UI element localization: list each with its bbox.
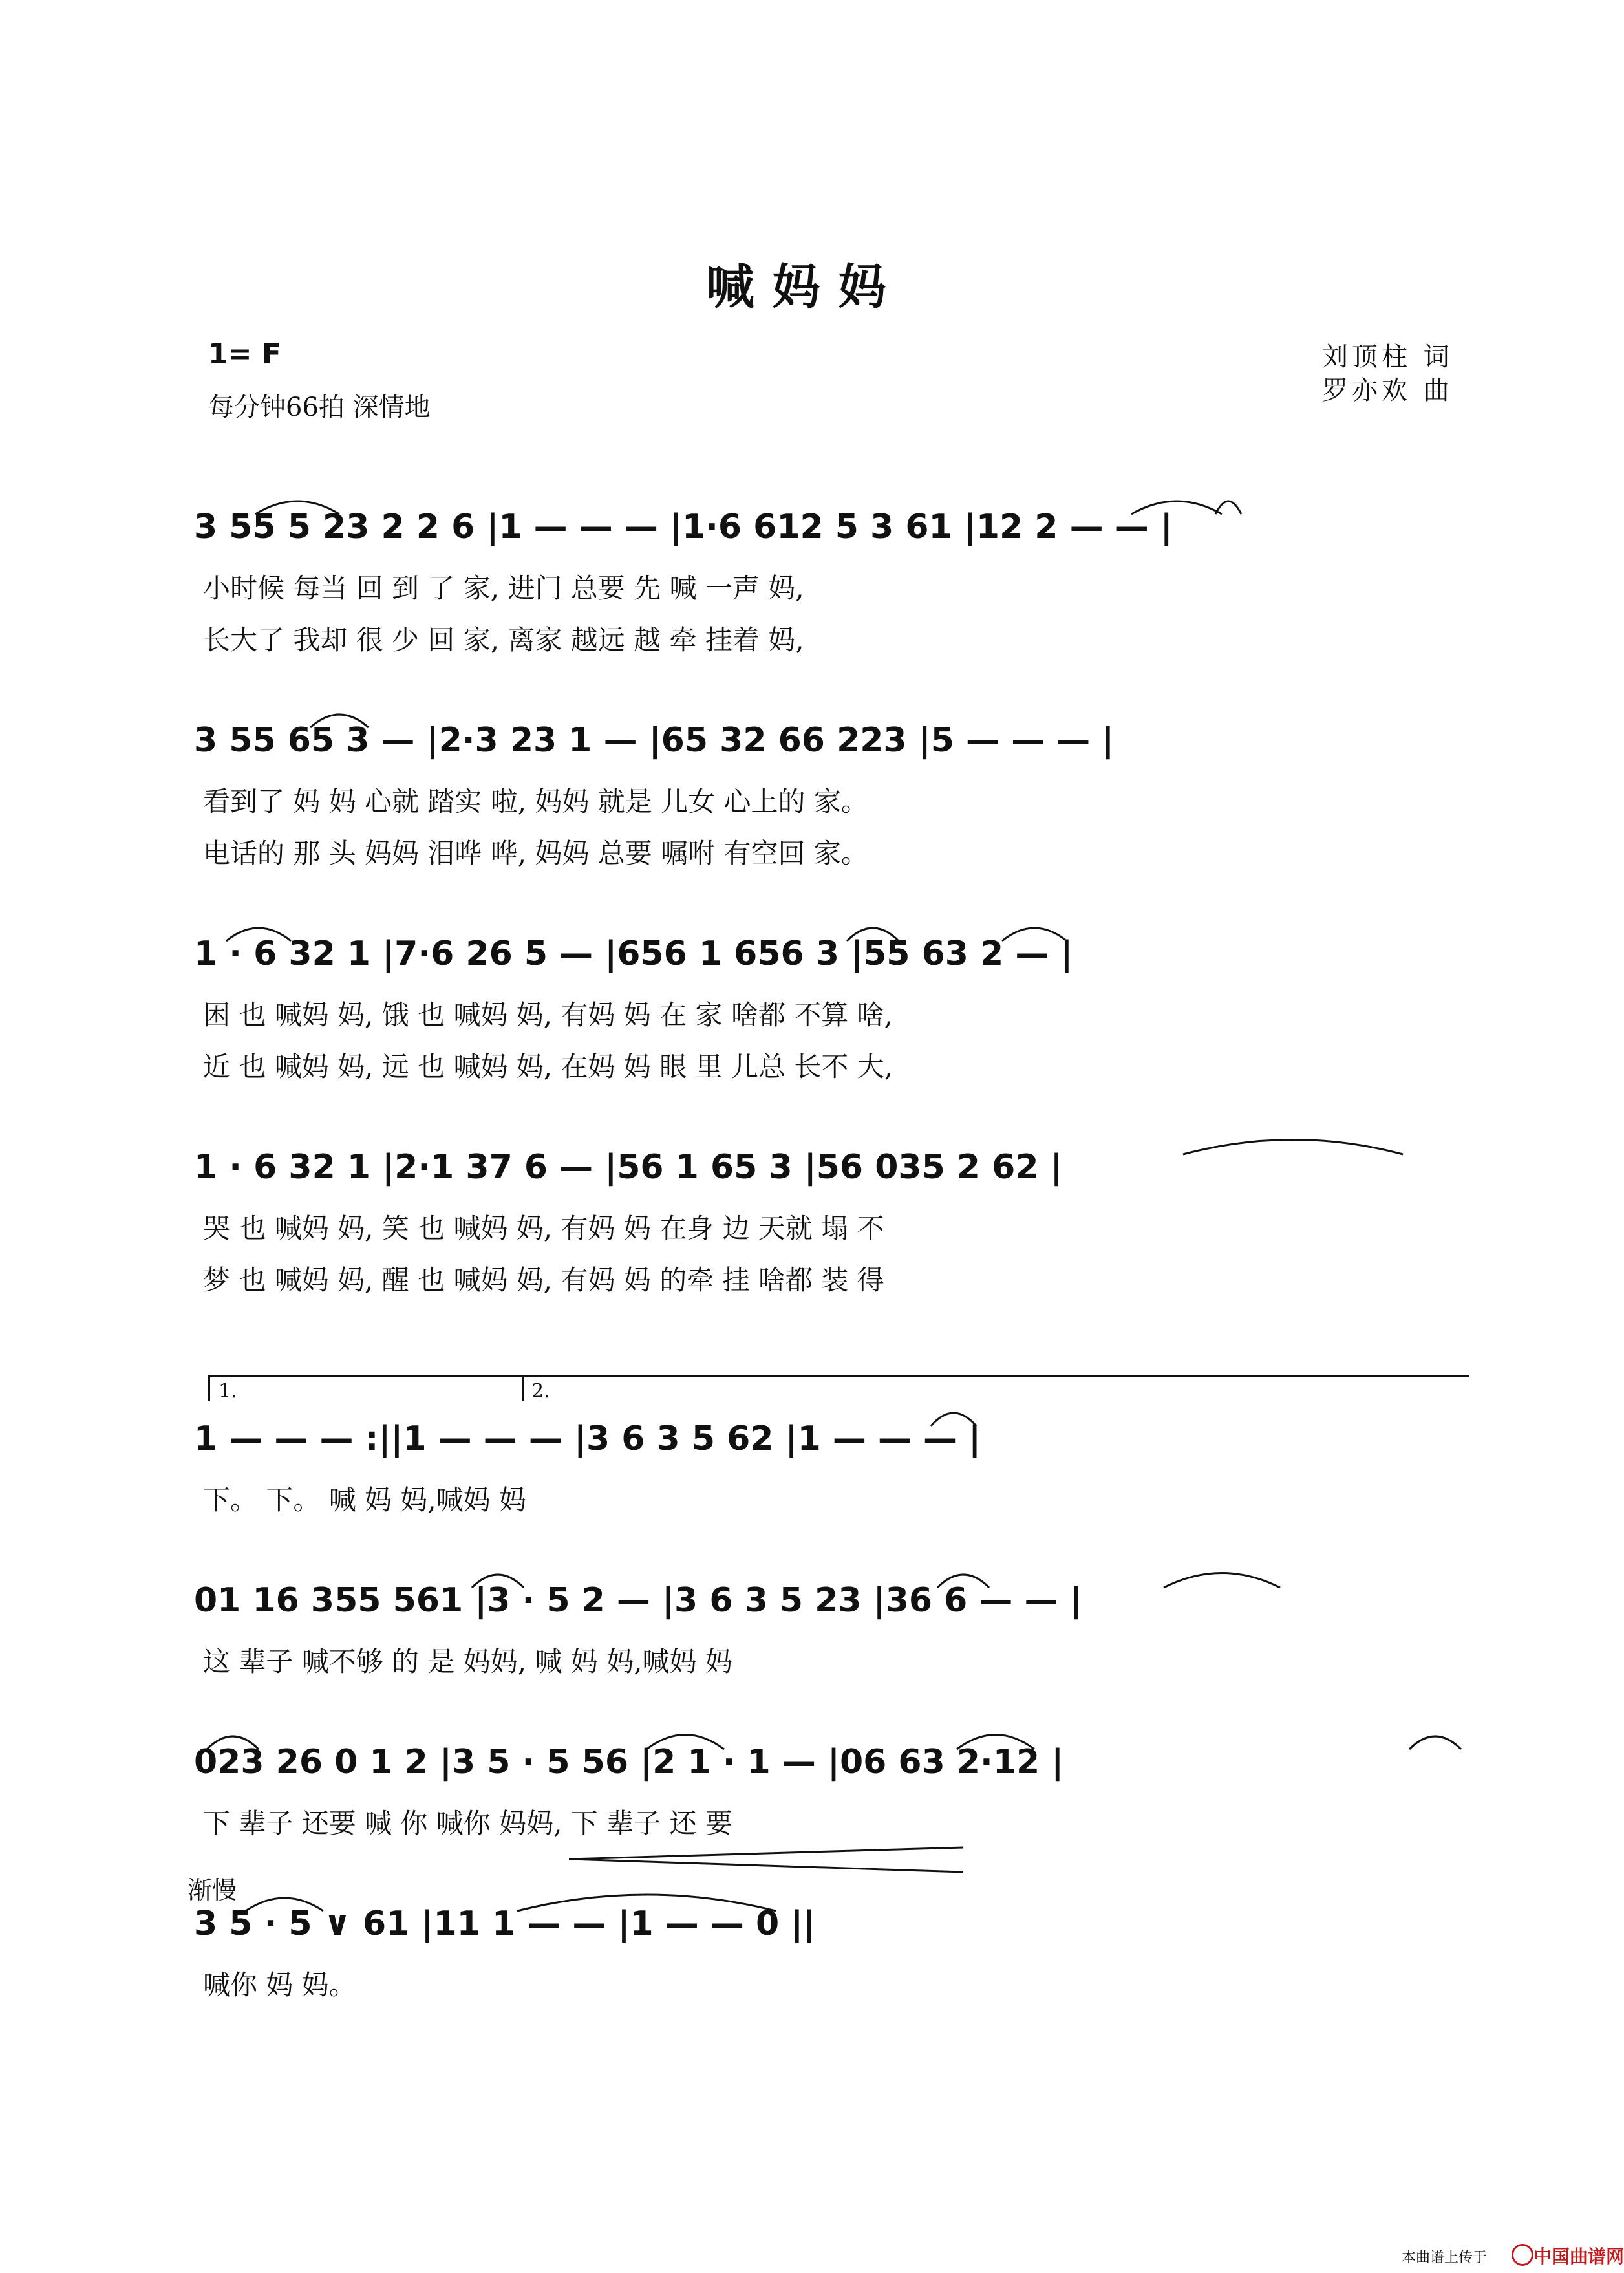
notation-line: 023 26 0 1 2 |3 5 · 5 56 |2 1 · 1 — |06 63 2·12 | — [194, 1743, 1064, 1782]
volta-first-label: 1. — [219, 1380, 237, 1403]
lyric-verse-1: 喊你 妈 妈。 — [203, 1969, 356, 2001]
tempo-marking: 每分钟66拍 深情地 — [208, 393, 431, 422]
volta-bracket-line — [208, 1375, 1469, 1377]
lyric-verse-1: 小时候 每当 回 到 了 家, 进门 总要 先 喊 一声 妈, — [203, 572, 804, 604]
notation-line: 1 — — — :||1 — — — |3 6 3 5 62 |1 — — — | — [194, 1419, 981, 1458]
notation-line: 1 · 6 32 1 |7·6 26 5 — |656 1 656 3 |55 63 2 — | — [194, 934, 1073, 973]
key-signature: 1= F — [208, 338, 281, 371]
notation-line: 01 16 355 561 |3 · 5 2 — |3 6 3 5 23 |36 6 — — | — [194, 1581, 1082, 1620]
footer-upload-note: 本曲谱上传于 — [1402, 2250, 1488, 2266]
lyric-verse-1: 下 辈子 还要 喊 你 喊你 妈妈, 下 辈子 还 要 — [203, 1807, 732, 1839]
notation-line: 3 55 5 23 2 2 6 |1 — — — |1·6 612 5 3 61 |12 2 — — | — [194, 508, 1173, 546]
notation-line: 3 5 · 5 ∨ 61 |11 1 — — |1 — — 0 || — [194, 1904, 816, 1943]
notation-line: 3 55 65 3 — |2·3 23 1 — |65 32 66 223 |5 — — — | — [194, 721, 1115, 760]
site-logo-icon — [1512, 2244, 1533, 2266]
lyric-verse-2: 长大了 我却 很 少 回 家, 离家 越远 越 牵 挂着 妈, — [203, 624, 804, 656]
lyricist-credit: 刘顶柱 词 — [1322, 342, 1453, 372]
composer-credit: 罗亦欢 曲 — [1322, 376, 1453, 405]
volta-second-label: 2. — [531, 1380, 550, 1403]
lyric-verse-1: 看到了 妈 妈 心就 踏实 啦, 妈妈 就是 儿女 心上的 家。 — [203, 786, 868, 817]
lyric-verse-1: 哭 也 喊妈 妈, 笑 也 喊妈 妈, 有妈 妈 在身 边 天就 塌 不 — [203, 1212, 884, 1244]
ritardando-marking: 渐慢 — [187, 1876, 237, 1904]
lyric-verse-2: 电话的 那 头 妈妈 泪哗 哗, 妈妈 总要 嘱咐 有空回 家。 — [203, 837, 868, 869]
lyric-verse-1: 这 辈子 喊不够 的 是 妈妈, 喊 妈 妈,喊妈 妈 — [203, 1646, 732, 1677]
lyric-verse-1: 下。 下。 喊 妈 妈,喊妈 妈 — [203, 1484, 527, 1516]
lyric-verse-2: 梦 也 喊妈 妈, 醒 也 喊妈 妈, 有妈 妈 的牵 挂 啥都 装 得 — [203, 1264, 884, 1296]
notation-line: 1 · 6 32 1 |2·1 37 6 — |56 1 65 3 |56 035 2 62 | — [194, 1148, 1063, 1187]
page-title: 喊妈妈 — [706, 259, 904, 315]
lyric-verse-2: 近 也 喊妈 妈, 远 也 喊妈 妈, 在妈 妈 眼 里 儿总 长不 大, — [203, 1051, 893, 1083]
site-logo[interactable]: 中国曲谱网 — [1533, 2246, 1624, 2267]
lyric-verse-1: 困 也 喊妈 妈, 饿 也 喊妈 妈, 有妈 妈 在 家 啥都 不算 啥, — [203, 999, 893, 1031]
